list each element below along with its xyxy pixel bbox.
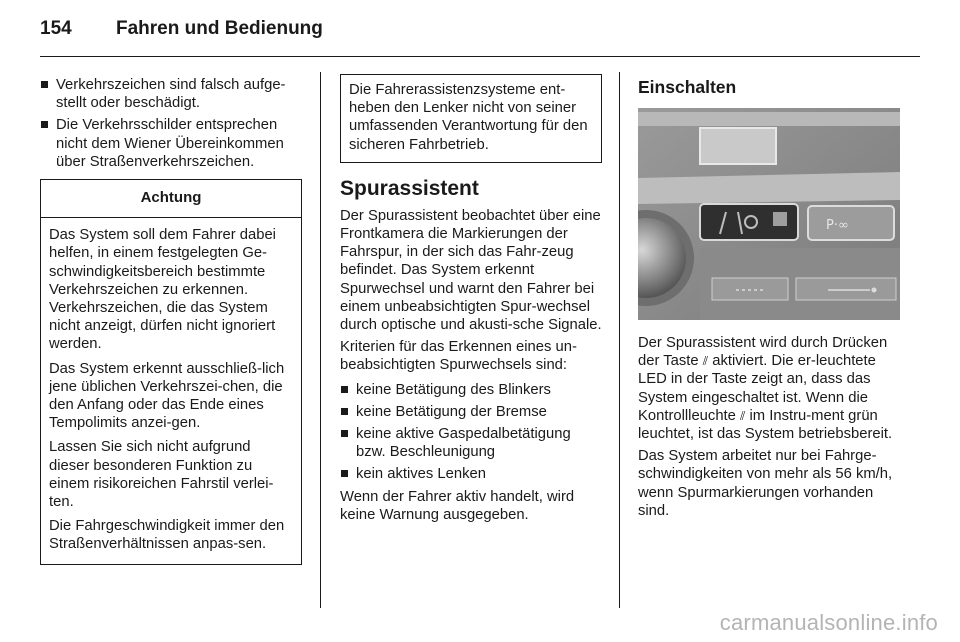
- warning-paragraph: Das System soll dem Fahrer dabei helfen, in einem festgelegten Ge-schwindigkeitsbereich bestimmte Verkehrszeichen zu erkennen. Verkehrszeichen, die das System nicht anzeigt, dürfen nicht ignoriert werden.: [49, 227, 276, 353]
- bullet-square-icon: [341, 408, 348, 415]
- bullet-square-icon: [341, 430, 348, 437]
- list-item-text: keine Betätigung des Blinkers: [356, 381, 551, 398]
- column-divider-1: [320, 72, 321, 608]
- bullet-square-icon: [341, 386, 348, 393]
- list-item-text: keine Betätigung der Bremse: [356, 403, 547, 420]
- list-item-text: Verkehrszeichen sind falsch aufge-stellt oder beschädigt.: [56, 77, 286, 112]
- speed-paragraph: Das System arbeitet nur bei Fahrge-schwindigkeiten von mehr als 56 km/h, wenn Spurmarkierungen vorhanden sind.: [638, 448, 893, 519]
- list-item: [340, 425, 602, 461]
- list-item-text: keine aktive Gaspedalbetätigung bzw. Beschleunigung: [356, 426, 571, 461]
- activation-text: Der Spurassistent wird durch Drücken der Taste: [638, 335, 888, 370]
- column-3: [638, 76, 900, 524]
- warning-paragraph: Lassen Sie sich nicht aufgrund dieser besonderen Funktion zu einem risikoreichen Fahrstil verlei-ten.: [49, 439, 274, 511]
- warning-box: [40, 179, 302, 565]
- list-item: [340, 465, 602, 483]
- list-item-text: kein aktives Lenken: [356, 466, 486, 483]
- warning-box-body: [41, 218, 301, 563]
- page-header: [40, 18, 323, 46]
- activation-paragraph: [638, 334, 900, 443]
- column-divider-2: [619, 72, 620, 608]
- note-text: Die Fahrerassistenzsysteme ent-heben den Lenker nicht von seiner umfassenden Verantwortung für den sicheren Fahrbetrieb.: [349, 82, 588, 153]
- list-item: [340, 403, 602, 421]
- chapter-title: Fahren und Bedienung: [116, 18, 323, 39]
- section-title: Spurassistent: [340, 176, 479, 200]
- lane-assist-icon: ⫽: [740, 408, 746, 423]
- note-box: [340, 74, 602, 163]
- dashboard-illustration: [638, 108, 900, 320]
- watermark: carmanualsonline.info: [719, 610, 938, 635]
- bullet-square-icon: [41, 121, 48, 128]
- header-rule: [40, 56, 920, 57]
- bullet-list: [40, 76, 302, 171]
- subsection-title: Einschalten: [638, 77, 737, 97]
- bullet-square-icon: [41, 81, 48, 88]
- closing-paragraph: Wenn der Fahrer aktiv handelt, wird keine Warnung ausgegeben.: [340, 488, 575, 523]
- activation-text: im Instru-ment grün leuchtet, ist das System betriebsbereit.: [638, 407, 893, 443]
- column-2: [340, 74, 602, 528]
- list-item-text: Die Verkehrsschilder entsprechen nicht dem Wiener Übereinkommen über Straßenverkehrszeichen.: [56, 117, 284, 170]
- criteria-intro: Kriterien für das Erkennen eines un-beabsichtigten Spurwechsels sind:: [340, 339, 577, 374]
- intro-paragraph: Der Spurassistent beobachtet über eine Frontkamera die Markierungen der Fahrspur, in der sich das Fahr-zeug befindet. Das System erkennt Spurwechsel und warnt den Fahrer bei einem unbeabsichtigten Spur-wechsel durch optische und akusti-sche Signale.: [340, 207, 602, 334]
- list-item: [40, 76, 302, 112]
- page-number: 154: [40, 18, 72, 39]
- column-1: [40, 76, 302, 565]
- activation-text: aktiviert. Die er-leuchtete LED in der Taste zeigt an, dass das System eingeschaltet ist. Wenn die Kontrollleuchte: [638, 353, 876, 424]
- warning-paragraph: Das System erkennt ausschließ-lich jene üblichen Verkehrszei-chen, die den Anfang oder das Ende eines Tempolimits anzei-gen.: [49, 360, 285, 432]
- lane-assist-icon: ⫽: [702, 354, 709, 369]
- bullet-square-icon: [341, 470, 348, 477]
- parking-button-label: P·∞: [826, 218, 849, 233]
- list-item: [340, 381, 602, 399]
- warning-paragraph: Die Fahrgeschwindigkeit immer den Straßenverhältnissen anpas-sen.: [49, 518, 285, 553]
- warning-box-title: Achtung: [41, 180, 301, 218]
- criteria-list: [340, 381, 602, 484]
- dashboard-photo: [638, 108, 900, 320]
- list-item: [40, 116, 302, 171]
